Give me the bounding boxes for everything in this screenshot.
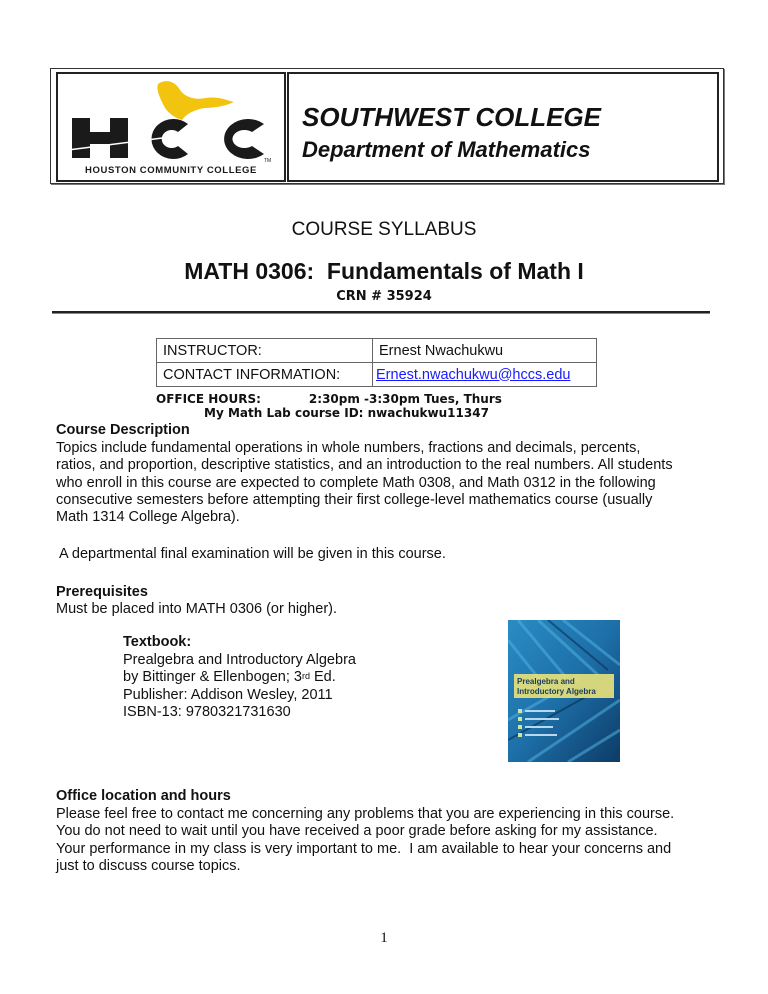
instructor-name: Ernest Nwachukwu — [373, 339, 597, 363]
textbook-isbn: ISBN-13: 9780321731630 — [123, 704, 291, 720]
syllabus-title: COURSE SYLLABUS — [291, 219, 477, 240]
textbook-title: Prealgebra and Introductory Algebra — [123, 651, 356, 668]
instructor-label: INSTRUCTOR: — [157, 339, 373, 363]
cover-title-line1: Prealgebra and — [517, 677, 575, 686]
svg-text:HOUSTON COMMUNITY COLLEGE: HOUSTON COMMUNITY COLLEGE — [85, 165, 257, 176]
text-line: Math 1314 College Algebra). — [56, 509, 240, 526]
text-line: just to discuss course topics. — [56, 857, 241, 874]
prerequisites-heading: Prerequisites — [56, 584, 148, 600]
table-row — [157, 339, 597, 363]
book-cover-graphic — [508, 620, 620, 762]
cover-title-line2: Introductory Algebra — [517, 687, 596, 696]
mymathlab-id: My Math Lab course ID: nwachukwu11347 — [204, 406, 489, 420]
contact-table — [156, 338, 597, 387]
horizontal-rule — [52, 311, 710, 313]
contact-label: CONTACT INFORMATION: — [157, 363, 373, 387]
course-description-body — [56, 440, 716, 526]
eagle-icon — [157, 81, 234, 120]
course-description-heading: Course Description — [56, 422, 190, 438]
textbook-publisher: Publisher: Addison Wesley, 2011 — [123, 686, 333, 703]
text-line: Your performance in my class is very important to me. I am available to hear your concerns and — [56, 840, 672, 857]
prerequisites-text: Must be placed into MATH 0306 (or higher). — [56, 601, 338, 617]
edition-suffix: Ed. — [309, 669, 336, 685]
college-name: SOUTHWEST COLLEGE — [302, 102, 601, 132]
text-line: Please feel free to contact me concerning any problems that you are experiencing in this course. — [56, 806, 675, 822]
authors-text: by Bittinger & Ellenbogen; 3 — [123, 669, 302, 685]
office-hours — [156, 392, 502, 406]
office-location-body — [56, 806, 726, 875]
textbook-cover-image — [508, 620, 620, 762]
edition-superscript: rd — [301, 671, 310, 681]
email-link[interactable]: Ernest.nwachukwu@hccs.edu — [376, 366, 571, 383]
office-hours-value: 2:30pm -3:30pm Tues, Thurs — [308, 392, 502, 406]
text-line: consecutive semesters before attempting their first college-level mathematics course (usually — [56, 491, 653, 508]
crn-number: CRN # 35924 — [336, 289, 432, 304]
textbook-info — [123, 634, 356, 722]
textbook-heading: Textbook: — [123, 634, 192, 650]
text-line: ratios, and proportion, descriptive statistics, and an introduction to the real numbers. All students — [56, 457, 673, 474]
page-number: 1 — [380, 930, 388, 946]
final-exam-note: A departmental final examination will be given in this course. — [59, 546, 446, 562]
text-line: Topics include fundamental operations in whole numbers, fractions and decimals, percents, — [56, 440, 641, 456]
table-row — [157, 363, 597, 387]
department-name: Department of Mathematics — [302, 137, 591, 162]
office-location-heading: Office location and hours — [56, 788, 231, 804]
svg-text:TM: TM — [264, 158, 272, 164]
text-line: You do not need to wait until you have received a poor grade before asking for my assistance. — [56, 823, 658, 840]
textbook-authors — [123, 669, 356, 687]
contact-value-cell — [373, 363, 597, 387]
hcc-logo-graphic — [58, 74, 284, 180]
text-line: who enroll in this course are expected to complete Math 0308, and Math 0312 in the following — [56, 474, 656, 491]
office-hours-label: OFFICE HOURS: — [156, 392, 261, 406]
hcc-logo — [56, 72, 286, 182]
course-title: MATH 0306: Fundamentals of Math I — [184, 258, 584, 284]
